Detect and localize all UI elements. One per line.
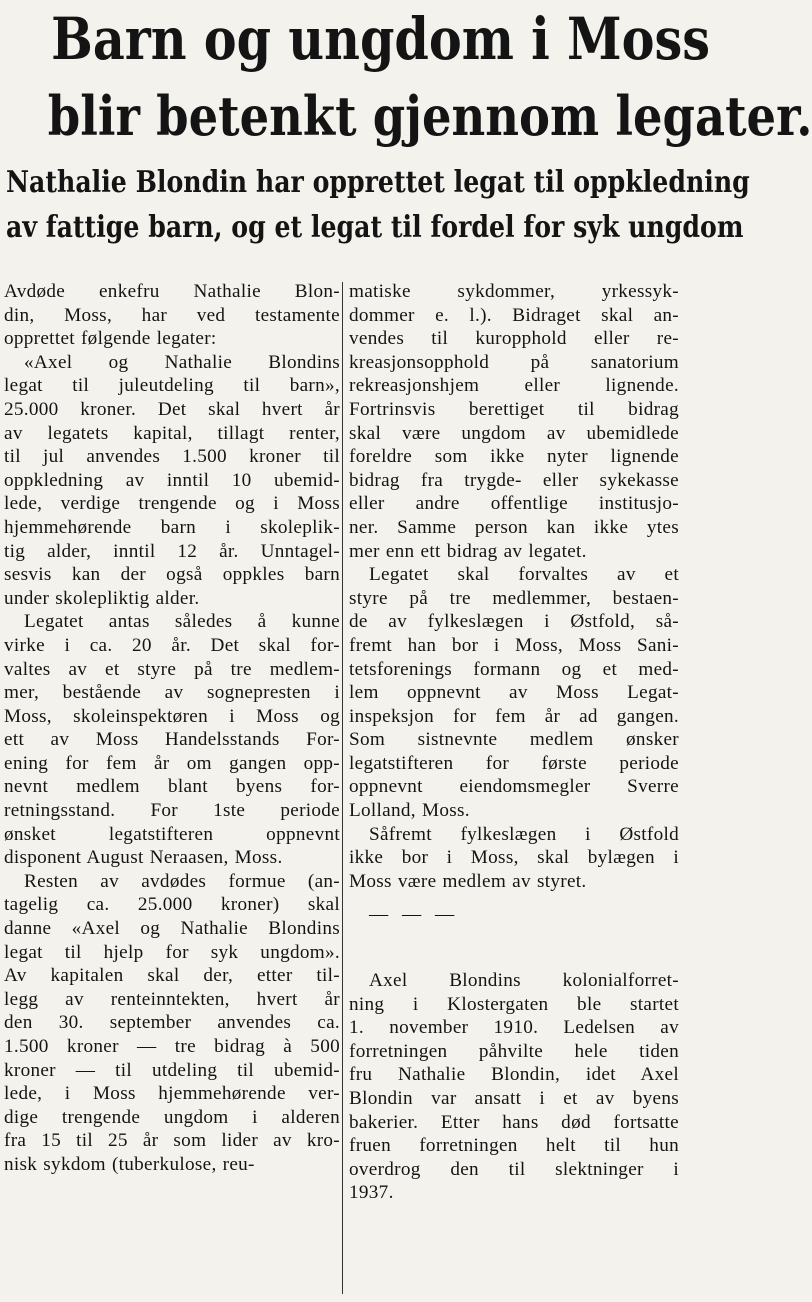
article-line: forretningen påhvilte hele tiden: [349, 1040, 679, 1062]
article-line: legat til juleutdeling til barn»,: [4, 375, 340, 397]
article-line: Legatet antas således å kunne: [24, 611, 340, 633]
article-line: 1.500 kroner — tre bidrag à 500: [4, 1036, 340, 1057]
article-line: kreasjonsopphold på sanatorium: [349, 351, 679, 373]
article-line: den 30. september anvendes ca.: [4, 1012, 340, 1034]
article-line: 1. november 1910. Ledelsen av: [349, 1017, 679, 1039]
article-line: Såfremt fylkeslægen i Østfold: [369, 823, 679, 845]
article-line: dige trengende ungdom i alderen: [4, 1106, 340, 1128]
article-column-2: [349, 280, 679, 1205]
article-line: fra 15 til 25 år som lider av kro-: [4, 1130, 340, 1152]
article-line: fremt han bor i Moss, Moss Sani-: [349, 634, 679, 656]
article-line: Moss, skoleinspektøren i Moss og: [4, 705, 340, 727]
article-line: lem oppnevnt av Moss Legat-: [349, 682, 679, 704]
article-line: virke i ca. 20 år. Det skal for-: [4, 634, 340, 656]
article-line: til jul anvendes 1.500 kroner til: [4, 446, 340, 468]
article-line: Blondin var ansatt i et av byens: [349, 1088, 679, 1109]
article-line: 1937.: [349, 1182, 394, 1204]
article-line: retningsstand. For 1ste periode: [4, 800, 340, 822]
article-line: kroner — til utdeling til ubemid-: [4, 1059, 340, 1081]
article-line: eller andre offentlige institusjo-: [349, 493, 679, 515]
article-line: lede, i Moss hjemmehørende ver-: [4, 1083, 340, 1105]
article-line: ner. Samme person kan ikke ytes: [349, 516, 679, 538]
headline-line-2: blir betenkt gjennom legater.: [47, 84, 812, 148]
article-line: oppnevnt eiendomsmegler Sverre: [349, 776, 679, 798]
article-line: foreldre som ikke nyter lignende: [349, 446, 679, 468]
article-line: «Axel og Nathalie Blondins: [24, 351, 340, 373]
article-line: matiske sykdommer, yrkessyk-: [349, 281, 679, 302]
article-line: bidrag fra trygde- eller sykekasse: [349, 469, 679, 491]
article-line: mer, bestående av sognepresten i: [4, 682, 340, 704]
article-line: sesvis kan der også oppkles barn: [4, 564, 340, 586]
article-line: valtes av et styre på tre medlem-: [4, 658, 340, 680]
article-line: fru Nathalie Blondin, idet Axel: [349, 1064, 679, 1086]
article-line: ikke bor i Moss, skal bylægen i: [349, 847, 679, 869]
article-line: Fortrinsvis berettiget til bidrag: [349, 398, 679, 420]
article-line: oppkledning av inntil 10 ubemid-: [4, 469, 340, 491]
article-line: fruen forretningen helt til hun: [349, 1135, 679, 1157]
article-line: Av kapitalen skal der, etter til-: [4, 965, 340, 987]
article-line: legg av renteinntekten, hvert år: [4, 988, 340, 1010]
article-line: nisk sykdom (tuberkulose, reu-: [4, 1153, 255, 1175]
subheadline-line-1: Nathalie Blondin har opprettet legat til oppkledning: [6, 165, 750, 200]
subheadline-line-2: av fattige barn, og et legat til fordel for syk ungdom: [6, 210, 744, 245]
article-line: tagelig ca. 25.000 kroner) skal: [4, 894, 340, 916]
article-line: inspeksjon for fem år ad gangen.: [349, 705, 679, 727]
article-line: tetsforenings formann og et med-: [349, 658, 679, 680]
article-line: Avdøde enkefru Nathalie Blon-: [4, 281, 340, 302]
article-line: Axel Blondins kolonialforret-: [369, 970, 679, 992]
article-line: mer enn ett bidrag av legatet.: [349, 540, 587, 562]
article-line: ening for fem år om gangen opp-: [4, 752, 340, 774]
article-line: ønsket legatstifteren oppnevnt: [4, 823, 340, 845]
article-line: ning i Klostergaten ble startet: [349, 993, 679, 1015]
article-line: Moss være medlem av styret.: [349, 870, 587, 892]
column-divider: [342, 282, 343, 1294]
article-line: Lolland, Moss.: [349, 800, 470, 822]
article-line: din, Moss, har ved testamente: [4, 304, 340, 326]
article-line: Resten av avdødes formue (an-: [24, 870, 340, 892]
article-line: styre på tre medlemmer, bestaen-: [349, 587, 679, 609]
article-line: — — —: [369, 904, 459, 926]
article-line: danne «Axel og Nathalie Blondins: [4, 918, 340, 940]
article-line: Som sistnevnte medlem ønsker: [349, 729, 679, 751]
article-line: tig alder, inntil 12 år. Unntagel-: [4, 540, 340, 562]
headline-line-1: Barn og ungdom i Moss: [51, 5, 710, 73]
article-line: vendes til kuropphold eller re-: [349, 328, 679, 350]
article-line: overdrog den til slektninger i: [349, 1158, 679, 1180]
article-line: opprettet følgende legater:: [4, 328, 217, 350]
article-line: av legatets kapital, tillagt renter,: [4, 422, 340, 444]
article-line: dommer e. l.). Bidraget skal an-: [349, 304, 679, 326]
article-line: legat til hjelp for syk ungdom».: [4, 941, 340, 963]
article-line: bakerier. Etter hans død fortsatte: [349, 1111, 679, 1133]
article-line: lede, verdige trengende og i Moss: [4, 493, 340, 515]
article-line: nevnt medlem blant byens for-: [4, 776, 340, 798]
article-line: legatstifteren for første periode: [349, 752, 679, 774]
article-line: hjemmehørende barn i skoleplik-: [4, 516, 340, 538]
article-line: under skolepliktig alder.: [4, 587, 200, 609]
article-line: 25.000 kroner. Det skal hvert år: [4, 398, 340, 420]
article-line: de av fylkeslægen i Østfold, så-: [349, 611, 679, 633]
article-column-1: [4, 280, 340, 1177]
article-line: skal være ungdom av ubemidlede: [349, 422, 679, 444]
article-line: Legatet skal forvaltes av et: [369, 564, 679, 586]
article-line: ett av Moss Handelsstands For-: [4, 729, 340, 751]
article-line: disponent August Neraasen, Moss.: [4, 847, 283, 869]
article-line: rekreasjonshjem eller lignende.: [349, 375, 679, 397]
